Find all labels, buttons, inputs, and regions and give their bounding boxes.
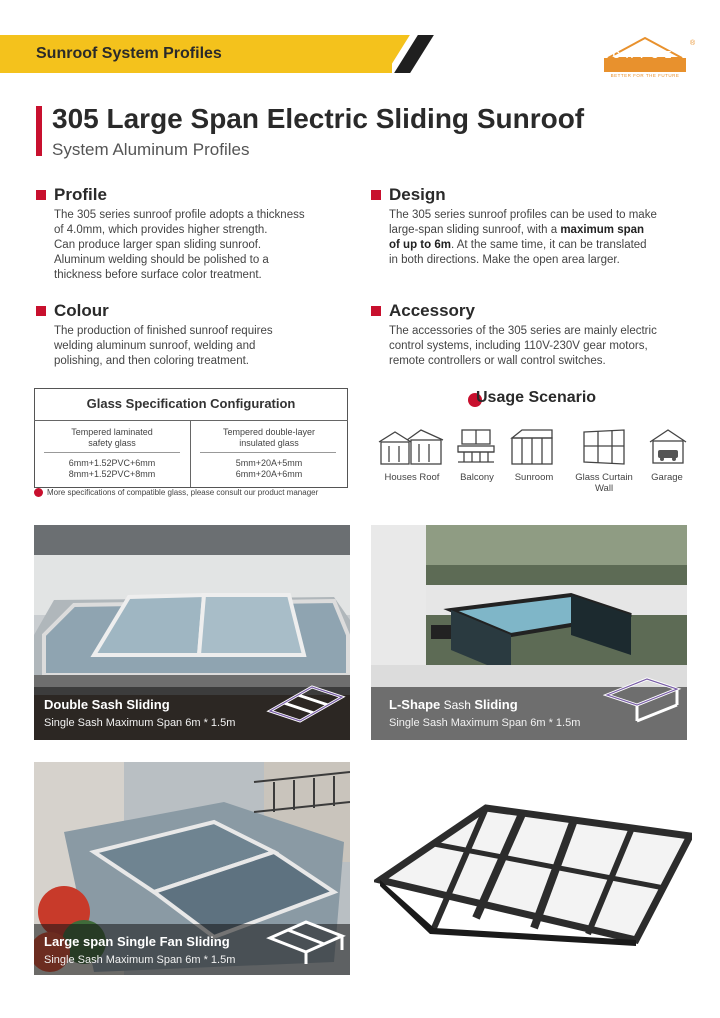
glass-spec-title: Glass Specification Configuration: [86, 396, 296, 411]
sash-diagram-icon: [266, 914, 346, 968]
usage-label: Glass Curtain Wall: [575, 472, 633, 494]
profile-text: The 305 series sunroof profile adopts a thickness of 4.0mm, which provides higher strength. Can produce larger span sliding sunroof. Aluminum welding should be polished to a thickness before surface color treatment.: [54, 209, 305, 281]
section-bullet-icon: [36, 190, 46, 200]
photo-large-span-single-fan-sliding: [34, 762, 350, 975]
page-title: 305 Large Span Electric Sliding Sunroof: [52, 103, 585, 134]
section-bullet-icon: [371, 190, 381, 200]
colour-text: The production of finished sunroof requires welding aluminum sunroof, welding and polishing, and then coloring treatment.: [54, 325, 273, 367]
balcony-icon: [456, 428, 496, 466]
table-value-cell: 6mm+1.52PVC+6mm 8mm+1.52PVC+8mm: [68, 458, 156, 479]
sunroof-frame-render-image: [374, 788, 692, 948]
usage-label: Sunroom: [514, 472, 554, 483]
section-bullet-icon: [371, 306, 381, 316]
photo-caption-subtitle: Single Sash Maximum Span 6m * 1.5m: [44, 954, 236, 966]
colour-heading: Colour: [54, 301, 109, 320]
garage-icon: [648, 428, 688, 466]
page-subtitle: System Aluminum Profiles: [52, 140, 250, 159]
table-value-cell: 5mm+20A+5mm 6mm+20A+6mm: [235, 458, 303, 479]
photo-caption-title: Large span Single Fan Sliding: [44, 934, 230, 949]
note-bullet-icon: [34, 488, 43, 497]
logo-registered-mark: ®: [690, 40, 696, 47]
title-accent-bar: [36, 106, 42, 156]
glass-curtain-wall-icon: [582, 428, 626, 466]
table-divider: [44, 452, 180, 453]
glass-spec-note: More specifications of compatible glass, please consult our product manager: [47, 488, 319, 497]
sash-diagram-icon: [603, 675, 683, 725]
accessory-heading: Accessory: [389, 301, 476, 320]
table-divider: [200, 452, 336, 453]
usage-label: Houses Roof: [384, 472, 440, 483]
logo-wordmark: CAYOE: [612, 50, 678, 61]
house-roof-icon: [377, 428, 445, 466]
design-heading: Design: [389, 185, 446, 204]
usage-label: Garage: [651, 472, 683, 483]
table-header-cell: Tempered laminated safety glass: [71, 427, 153, 448]
usage-heading: Usage Scenario: [476, 389, 597, 406]
usage-label: Balcony: [460, 472, 494, 483]
table-divider: [34, 420, 348, 421]
header-band-title: Sunroof System Profiles: [36, 45, 222, 62]
photo-l-shape-sash-sliding: [371, 525, 687, 740]
section-bullet-icon: [36, 306, 46, 316]
design-text: The 305 series sunroof profiles can be used to make large-span sliding sunroof, with a maximum span of up to 6m. At the same time, it can be translated in both directions. Make the open area larger.: [389, 209, 657, 266]
sash-diagram-icon: [266, 673, 346, 725]
sunroom-icon: [510, 428, 554, 466]
logo-tagline: BETTER FOR THE FUTURE: [610, 73, 680, 78]
photo-caption-title: L-Shape Sash Sliding: [389, 697, 518, 712]
profile-heading: Profile: [54, 185, 107, 204]
photo-double-sash-sliding: [34, 525, 350, 740]
accessory-text: The accessories of the 305 series are mainly electric control systems, including 110V-230V gear motors, remote controllers or wall control switches.: [389, 325, 657, 367]
photo-caption-subtitle: Single Sash Maximum Span 6m * 1.5m: [389, 717, 581, 729]
photo-caption-subtitle: Single Sash Maximum Span 6m * 1.5m: [44, 717, 236, 729]
table-header-cell: Tempered double-layer insulated glass: [222, 427, 316, 448]
photo-caption-title: Double Sash Sliding: [44, 697, 170, 712]
